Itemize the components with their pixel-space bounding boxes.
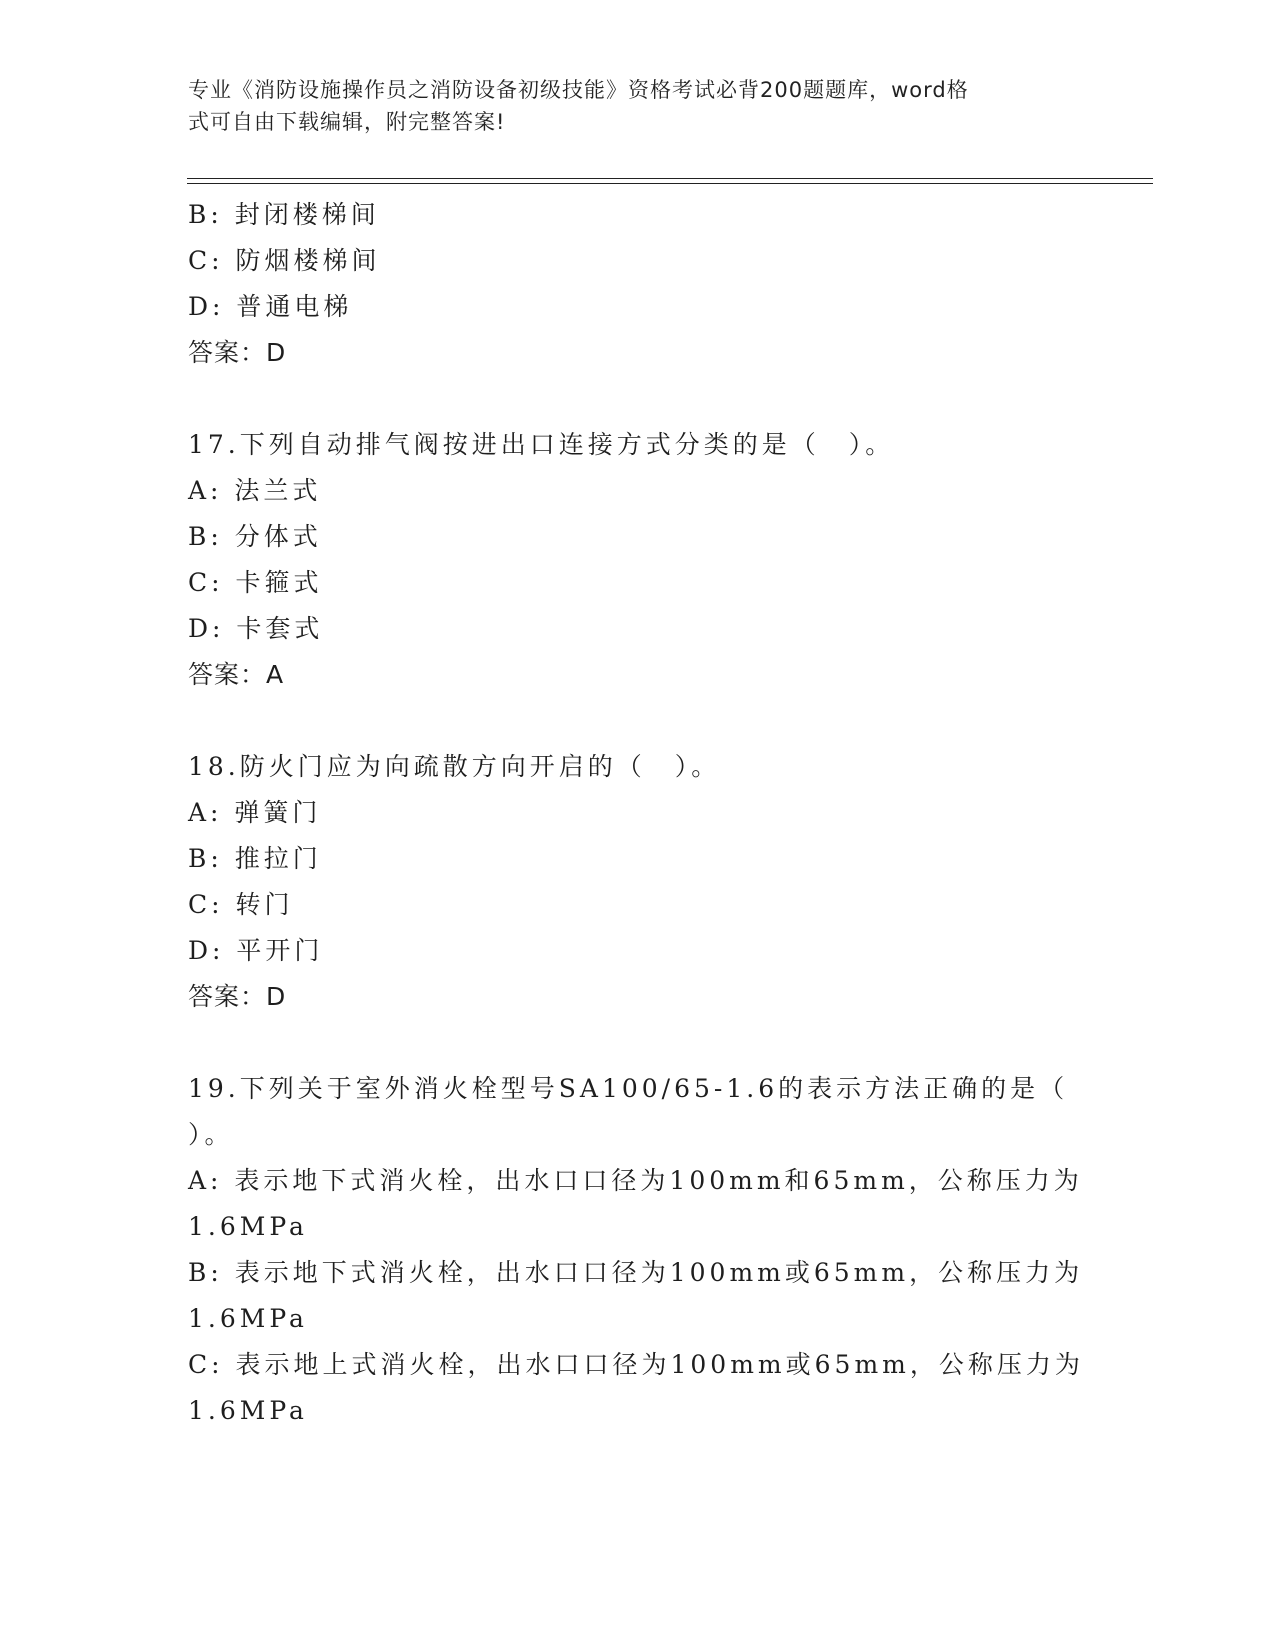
header-divider-bottom <box>187 183 1153 184</box>
question-text-line-1: 19.下列关于室外消火栓型号SA100/65-1.6的表示方法正确的是（ <box>188 1074 1069 1103</box>
spacer <box>188 376 1048 422</box>
header-divider-top <box>187 178 1153 179</box>
option-c: C: 卡箍式 <box>188 568 323 597</box>
option-c-line-2: 1.6MPa <box>188 1396 308 1425</box>
option-a-line-1: A: 表示地下式消火栓，出水口口径为100mm和65mm，公称压力为 <box>188 1166 1083 1195</box>
header-line-2: 式可自由下载编辑，附完整答案! <box>188 110 506 134</box>
option-b: B: 封闭楼梯间 <box>188 200 380 229</box>
document-header <box>188 74 1068 138</box>
option-a: A: 弹簧门 <box>188 798 322 827</box>
question-17 <box>188 422 1048 698</box>
question-text: 18.防火门应为向疏散方向开启的（ ）。 <box>188 752 721 781</box>
answer: 答案：A <box>188 660 285 689</box>
header-line-1: 专业《消防设施操作员之消防设备初级技能》资格考试必背200题题库，word格 <box>188 78 969 102</box>
question-text: 17.下列自动排气阀按进出口连接方式分类的是（ ）。 <box>188 430 895 459</box>
question-list <box>188 192 1084 1434</box>
option-d: D: 卡套式 <box>188 614 324 643</box>
option-b-line-1: B: 表示地下式消火栓，出水口口径为100mm或65mm，公称压力为 <box>188 1258 1084 1287</box>
answer: 答案：D <box>188 982 287 1011</box>
question-text-line-2: ）。 <box>188 1120 234 1149</box>
option-c: C: 转门 <box>188 890 294 919</box>
option-d: D: 平开门 <box>188 936 324 965</box>
option-d: D: 普通电梯 <box>188 292 353 321</box>
option-a: A: 法兰式 <box>188 476 322 505</box>
option-b-line-2: 1.6MPa <box>188 1304 308 1333</box>
spacer <box>188 1020 1048 1066</box>
option-c: C: 防烟楼梯间 <box>188 246 381 275</box>
question-18 <box>188 744 1048 1020</box>
question-16 <box>188 192 1048 376</box>
option-a-line-2: 1.6MPa <box>188 1212 308 1241</box>
spacer <box>188 698 1048 744</box>
option-b: B: 分体式 <box>188 522 322 551</box>
answer: 答案：D <box>188 338 287 367</box>
question-19 <box>188 1066 1084 1434</box>
option-c-line-1: C: 表示地上式消火栓，出水口口径为100mm或65mm，公称压力为 <box>188 1350 1084 1379</box>
option-b: B: 推拉门 <box>188 844 322 873</box>
